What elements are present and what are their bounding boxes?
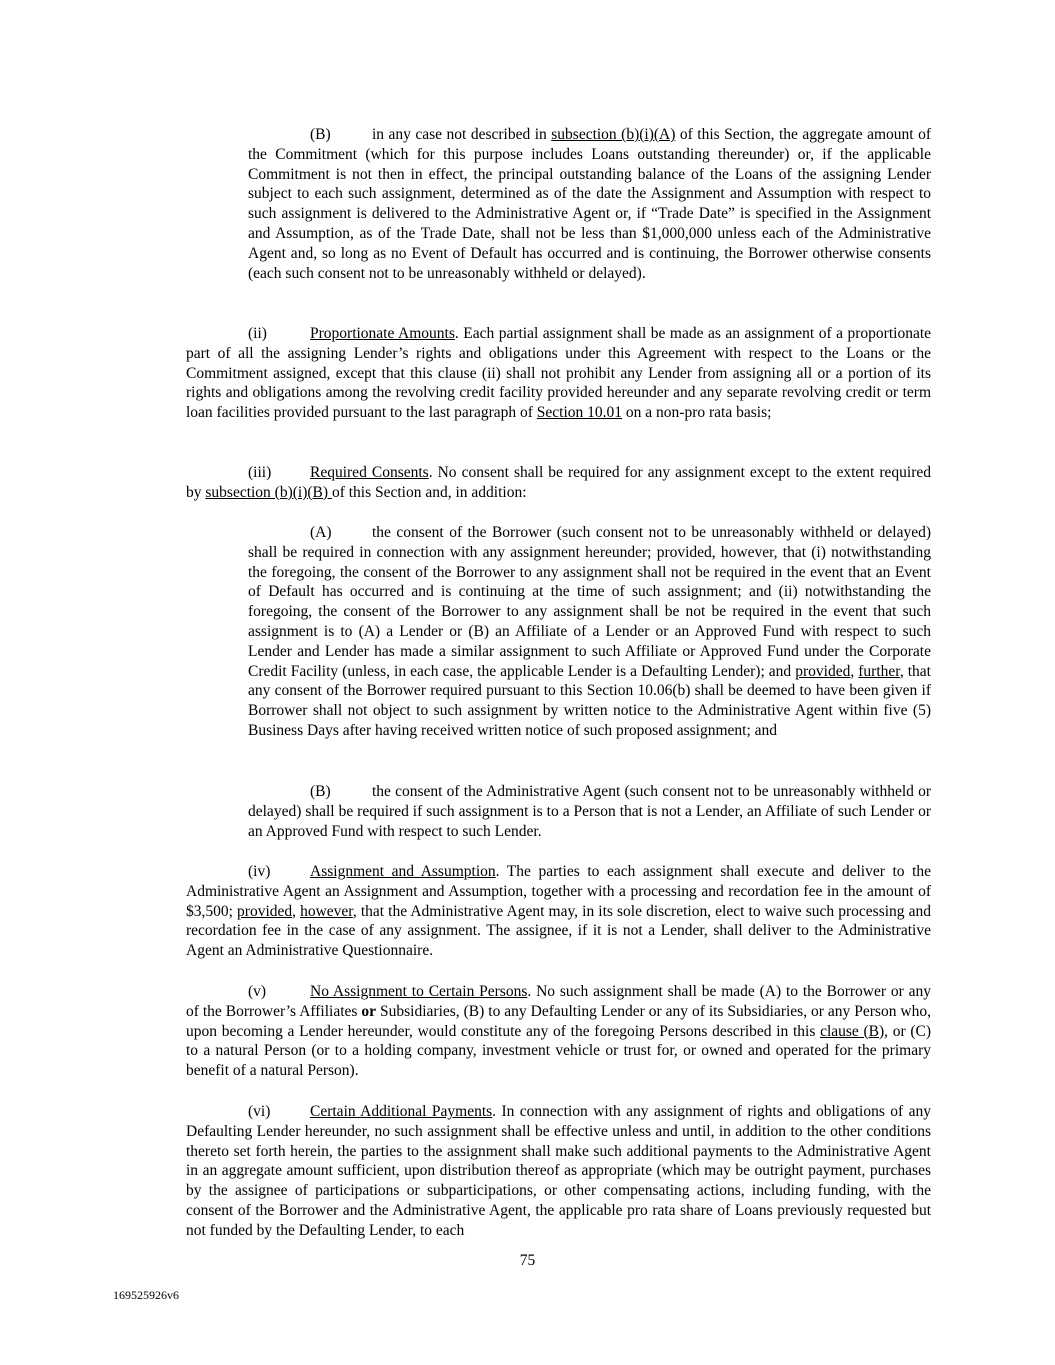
paragraph-iii-a-borrower-consent: (A) the consent of the Borrower (such consent not to be unreasonably withheld or delayed) shall be required in connection with any assignment hereunder; provided, however, that (i) notwithstanding the foregoing, the consent of the Borrower to any assignment shall not be required in the event that an Event of Default has occurred and is continuing at the time of such assignment; and (ii) notwithstanding the foregoing, the consent of the Borrower to any assignment shall be not be required in the event that such assignment is to (A) a Lender or (B) an Affiliate of a Lender or an Approved Fund with respect to such Lender and Lender has made a similar assignment to such Affiliate or Approved Fund under the Corporate Credit Facility (unless, in each case, the applicable Lender is a Defaulting Lender); and provided, further, that any consent of the Borrower required pursuant to this Section 10.06(b) shall be deemed to have been given if Borrower shall not object to such assignment by written notice to the Administrative Agent within five (5) Business Days after having received written notice of such proposed assignment; and [248,524,931,739]
paragraph-number: (iv) [248,863,271,880]
paragraph-b-minimum-amount: (B) in any case not described in subsection (b)(i)(A) of this Section, the aggregate amount of the Commitment (which for this purpose includes Loans outstanding thereunder) or, if the applicable Commitment is not then in effect, the principal outstanding balance of the Loans of the assigning Lender subject to each such assignment, determined as of the date the Assignment and Assumption with respect to such assignment is delivered to the Administrative Agent or, if “Trade Date” is specified in the Assignment and Assumption, as of the Trade Date, shall not be less than $1,000,000 unless each of the Administrative Agent and, so long as no Event of Default has occurred and is continuing, the Borrower otherwise consents (each such consent not to be unreasonably withheld or delayed). [248,126,932,282]
underlined-term: provided [237,902,293,920]
paragraph-number: (B) [310,783,331,800]
paragraph-v-no-assignment: (v) No Assignment to Certain Persons. No such assignment shall be made (A) to the Borrower or any of the Borrower’s Affiliates or Subsidiaries, (B) to any Defaulting Lender or any of its Subsidiaries, or any Person who, upon becoming a Lender hereunder, would constitute any of the foregoing Persons described in this clause (B), or (C) to a natural Person (or to a holding company, investment vehicle or trust for, or owned and operated for the primary benefit of a natural Person). [186,983,932,1080]
underlined-term: provided [795,662,851,680]
paragraph-number: (B) [310,126,331,143]
cross-reference-link: clause (B) [820,1022,885,1040]
paragraph-ii-proportionate-amounts: (ii) Proportionate Amounts. Each partial assignment shall be made as an assignment of a proportionate part of all the assigning Lender’s rights and obligations under this Agreement with respect to the Loans or the Commitment assigned, except that this clause (ii) shall not prohibit any Lender from assigning all or a portion of its rights and obligations among the revolving credit facility provided hereunder and any separate revolving credit or term loan facilities provided pursuant to the last paragraph of Section 10.01 on a non-pro rata basis; [186,325,932,422]
paragraph-number: (A) [310,524,332,541]
paragraph-number: (v) [248,983,267,1000]
cross-reference-link: subsection (b)(i)(B) [205,483,332,501]
paragraph-vi-additional-payments: (vi) Certain Additional Payments. In connection with any assignment of rights and obligations of any Defaulting Lender hereunder, no such assignment shall be effective unless and until, in addition to the other conditions thereto set forth herein, the parties to the assignment shall make such additional payments to the Administrative Agent in an aggregate amount sufficient, upon distribution thereof as appropriate (which may be outright payment, purchases by the assignee of participations or subparticipations, or other compensating actions, including funding, with the consent of the Borrower and the Administrative Agent, the applicable pro rata share of Loans previously requested but not funded by the Defaulting Lender, to each [186,1103,931,1239]
paragraph-heading: Assignment and Assumption [310,863,496,880]
document-id: 169525926v6 [113,1288,179,1302]
underlined-term: further [858,662,900,680]
paragraph-iv-assignment-assumption: (iv) Assignment and Assumption. The parties to each assignment shall execute and deliver to the Administrative Agent an Assignment and Assumption, together with a processing and recordation fee in the amount of $3,500; provided, however, that the Administrative Agent may, in its sole discretion, elect to waive such processing and recordation fee in the case of any assignment. The assignee, if it is not a Lender, shall deliver to the Administrative Agent an Administrative Questionnaire. [186,863,932,960]
paragraph-number: (iii) [248,464,272,481]
paragraph-heading: Proportionate Amounts [310,325,455,342]
paragraph-number: (vi) [248,1103,271,1120]
cross-reference-link: subsection (b)(i)(A) [551,126,676,143]
paragraph-iii-required-consents: (iii) Required Consents. No consent shall be required for any assignment except to the extent required by subsection (b)(i)(B) of this Section and, in addition: [186,464,932,501]
paragraph-heading: Required Consents [310,464,429,481]
cross-reference-link: Section 10.01 [536,404,623,422]
paragraph-heading: Certain Additional Payments [310,1103,493,1120]
bold-term: or [361,1002,377,1020]
paragraph-heading: No Assignment to Certain Persons [310,983,528,1000]
paragraph-number: (ii) [248,325,267,342]
underlined-term: however [300,902,353,920]
page-number: 75 [519,1252,536,1269]
paragraph-iii-b-agent-consent: (B) the consent of the Administrative Agent (such consent not to be unreasonably withheld or delayed) shall be required if such assignment is to a Person that is not a Lender, an Affiliate of such Lender or an Approved Fund with respect to such Lender. [248,783,931,840]
